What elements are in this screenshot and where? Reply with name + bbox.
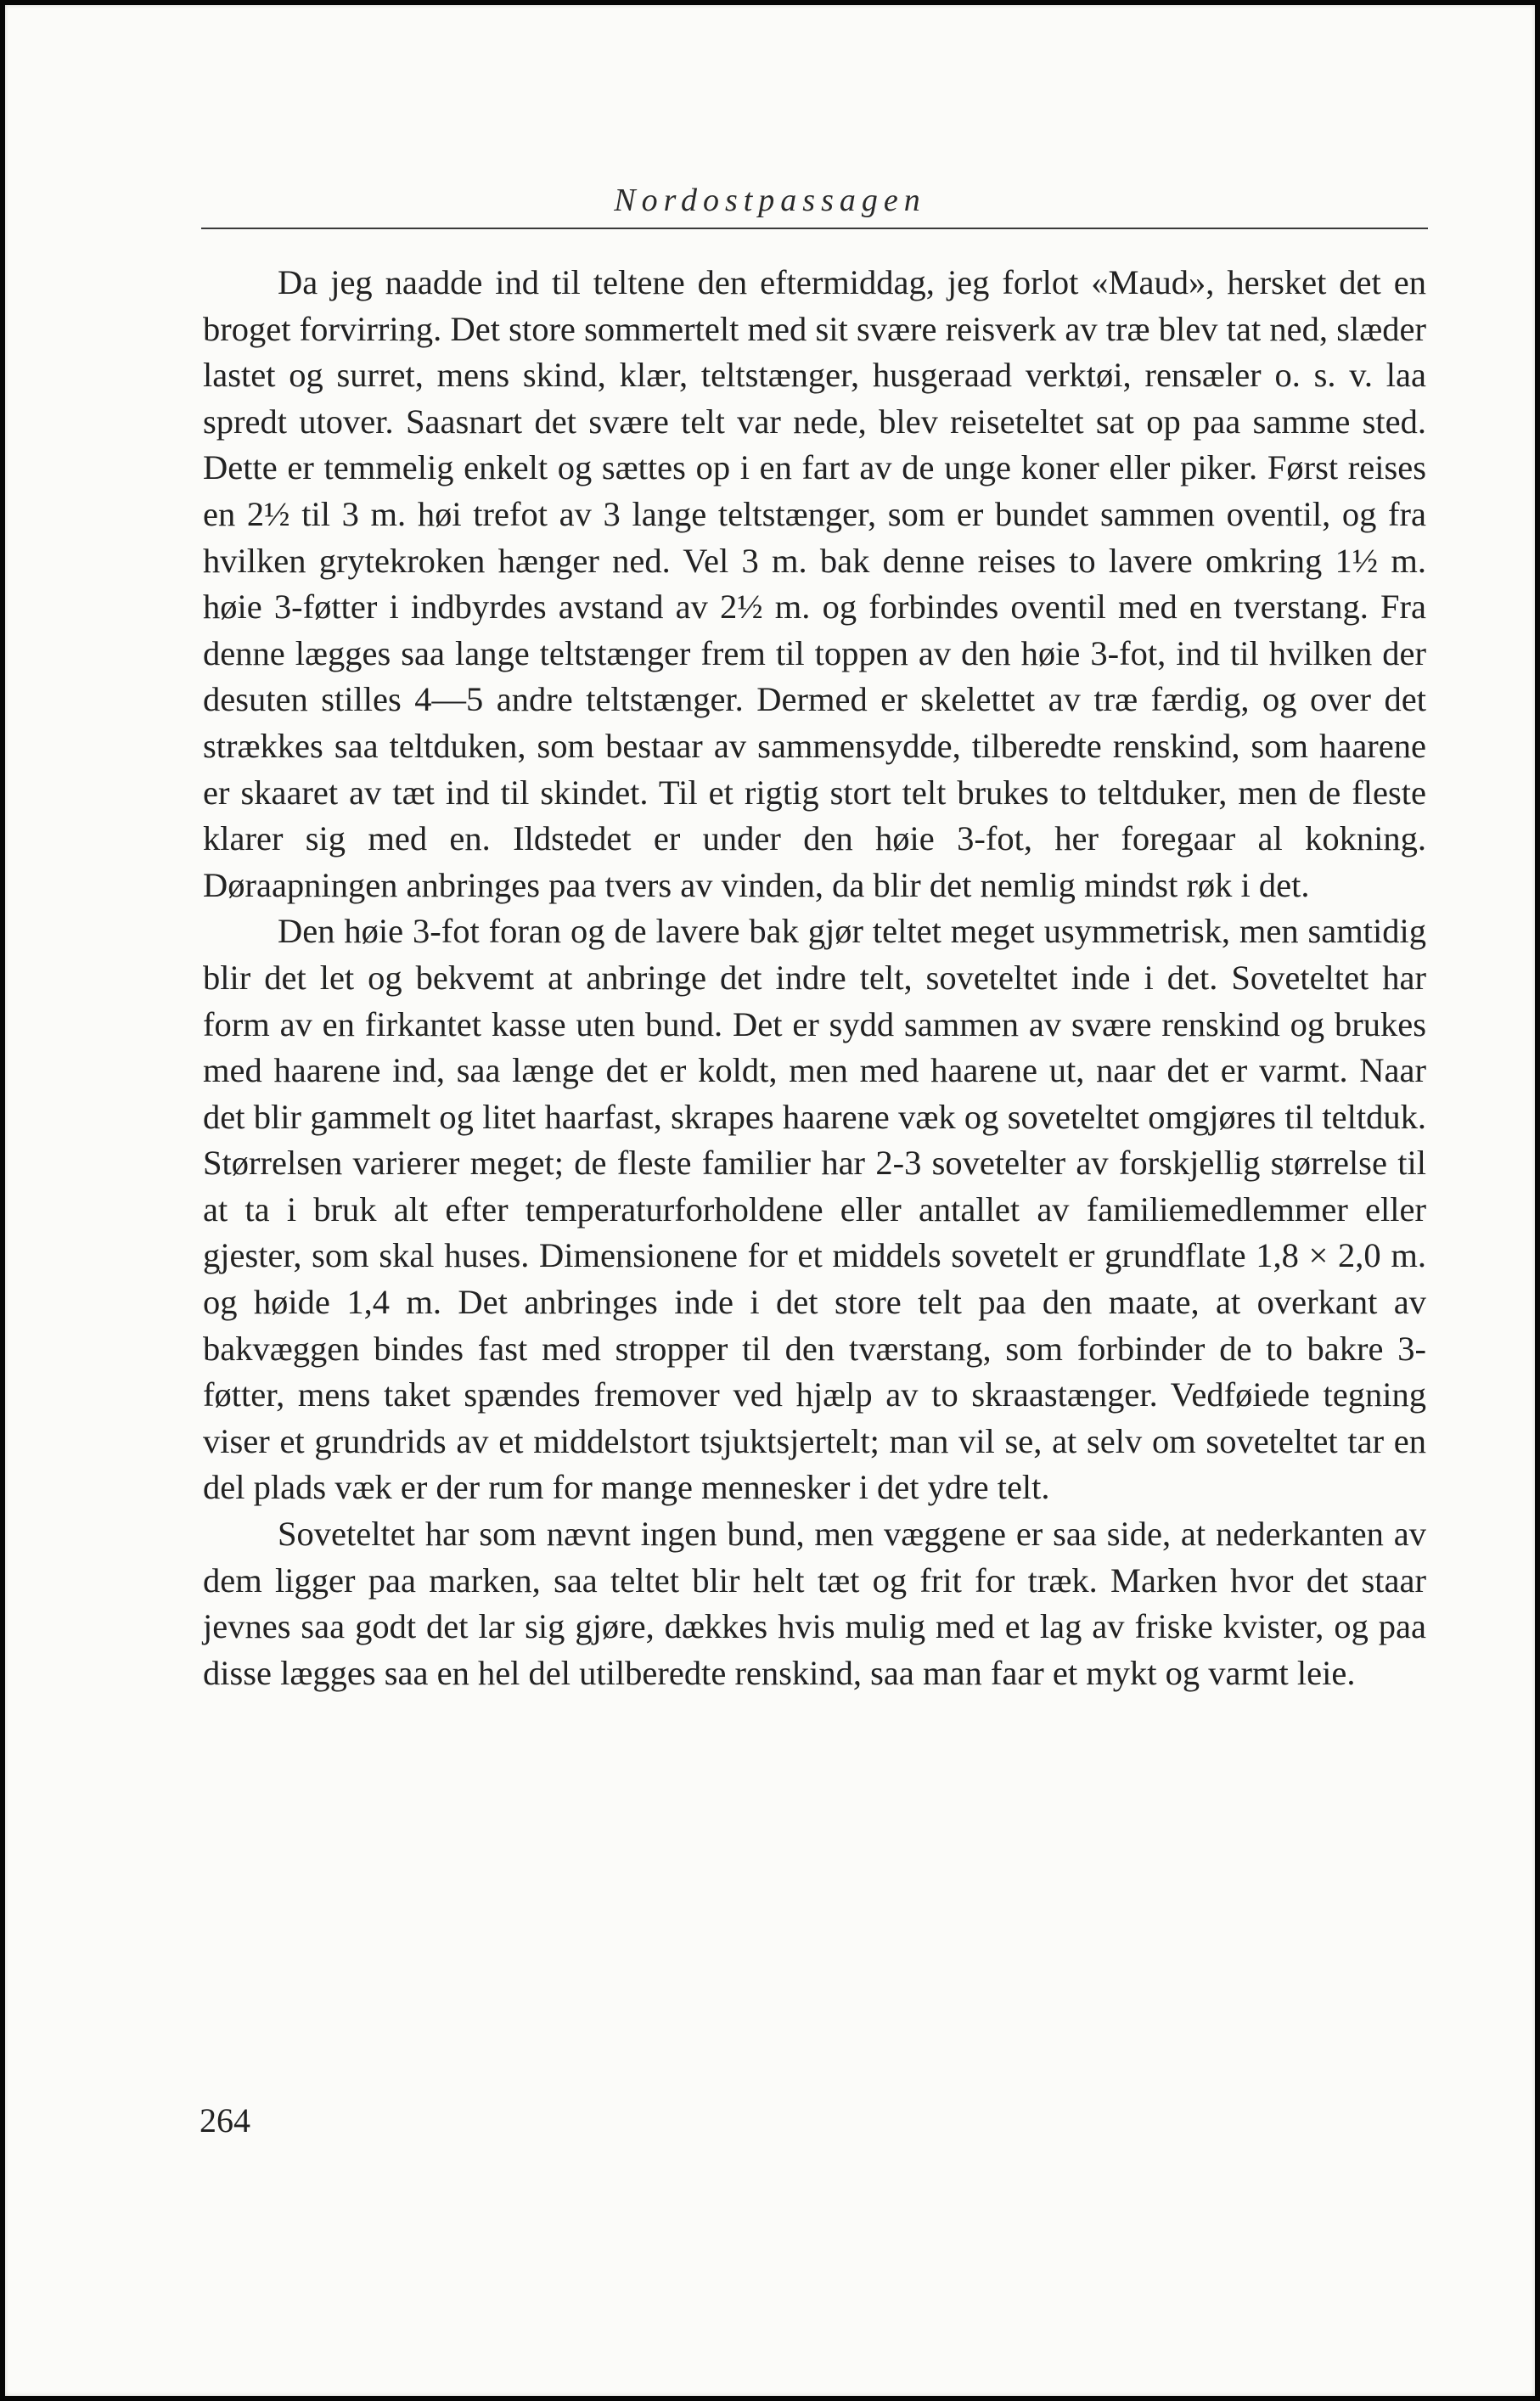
book-page — [5, 5, 1535, 2396]
running-head: Nordostpassagen — [614, 183, 926, 218]
paragraph-1: Da jeg naadde ind til teltene den eftermiddag, jeg forlot «Maud», hersket det en broget forvirring. Det store sommertelt med sit svære reisverk av træ blev tat ned, slæder lastet og surret, mens skind, klær, teltstænger, husgeraad verktøi, rensæler o. s. v. laa spredt utover. Saasnart det svære telt var nede, blev reiseteltet sat op paa samme sted. Dette er temmelig enkelt og sættes op i en fart av de unge koner eller piker. Først reises en 2½ til 3 m. høi trefot av 3 lange teltstænger, som er bundet sammen oventil, og fra hvilken grytekroken hænger ned. Vel 3 m. bak denne reises to lavere omkring 1½ m. høie 3-føtter i indbyrdes avstand av 2½ m. og forbindes oventil med en tverstang. Fra denne lægges saa lange teltstænger frem til toppen av den høie 3-fot, ind til hvilken der desuten stilles 4—5 andre teltstænger. Dermed er skelettet av træ færdig, og over det strækkes saa teltduken, som bestaar av sammensydde, tilberedte renskind, som haarene er skaaret av tæt ind til skindet. Til et rigtig stort telt brukes to teltduker, men de fleste klarer sig med en. Ildstedet er under den høie 3-fot, her foregaar al kokning. Døraapningen anbringes paa tvers av vinden, da blir det nemlig mindst røk i det. — [203, 263, 1426, 904]
paragraph-3: Soveteltet har som nævnt ingen bund, men væggene er saa side, at nederkanten av dem ligger paa marken, saa teltet blir helt tæt og frit for træk. Marken hvor det staar jevnes saa godt det lar sig gjøre, dækkes hvis mulig med et lag av friske kvister, og paa disse lægges saa en hel del utilberedte renskind, saa man faar et mykt og varmt leie. — [203, 1515, 1426, 1692]
header-rule — [201, 228, 1428, 229]
body-text — [203, 260, 1426, 1696]
page-number: 264 — [200, 2101, 250, 2140]
paragraph-2: Den høie 3-fot foran og de lavere bak gjør teltet meget usymmetrisk, men samtidig blir det let og bekvemt at anbringe det indre telt, soveteltet inde i det. Soveteltet har form av en firkantet kasse uten bund. Det er sydd sammen av svære renskind og brukes med haarene ind, saa længe det er koldt, men med haarene ut, naar det er varmt. Naar det blir gammelt og litet haarfast, skrapes haarene væk og soveteltet omgjøres til teltduk. Størrelsen varierer meget; de fleste familier har 2-3 sovetelter av forskjellig størrelse til at ta i bruk alt efter temperaturforholdene eller antallet av familiemedlemmer eller gjester, som skal huses. Dimensionene for et middels sovetelt er grundflate 1,8 × 2,0 m. og høide 1,4 m. Det anbringes inde i det store telt paa den maate, at overkant av bakvæggen bindes fast med stropper til den tværstang, som forbinder de to bakre 3-føtter, mens taket spændes fremover ved hjælp av to skraastænger. Vedføiede tegning viser et grundrids av et middelstort tsjuktsjertelt; man vil se, at selv om soveteltet tar en del plads væk er der rum for mange mennesker i det ydre telt. — [203, 912, 1426, 1507]
